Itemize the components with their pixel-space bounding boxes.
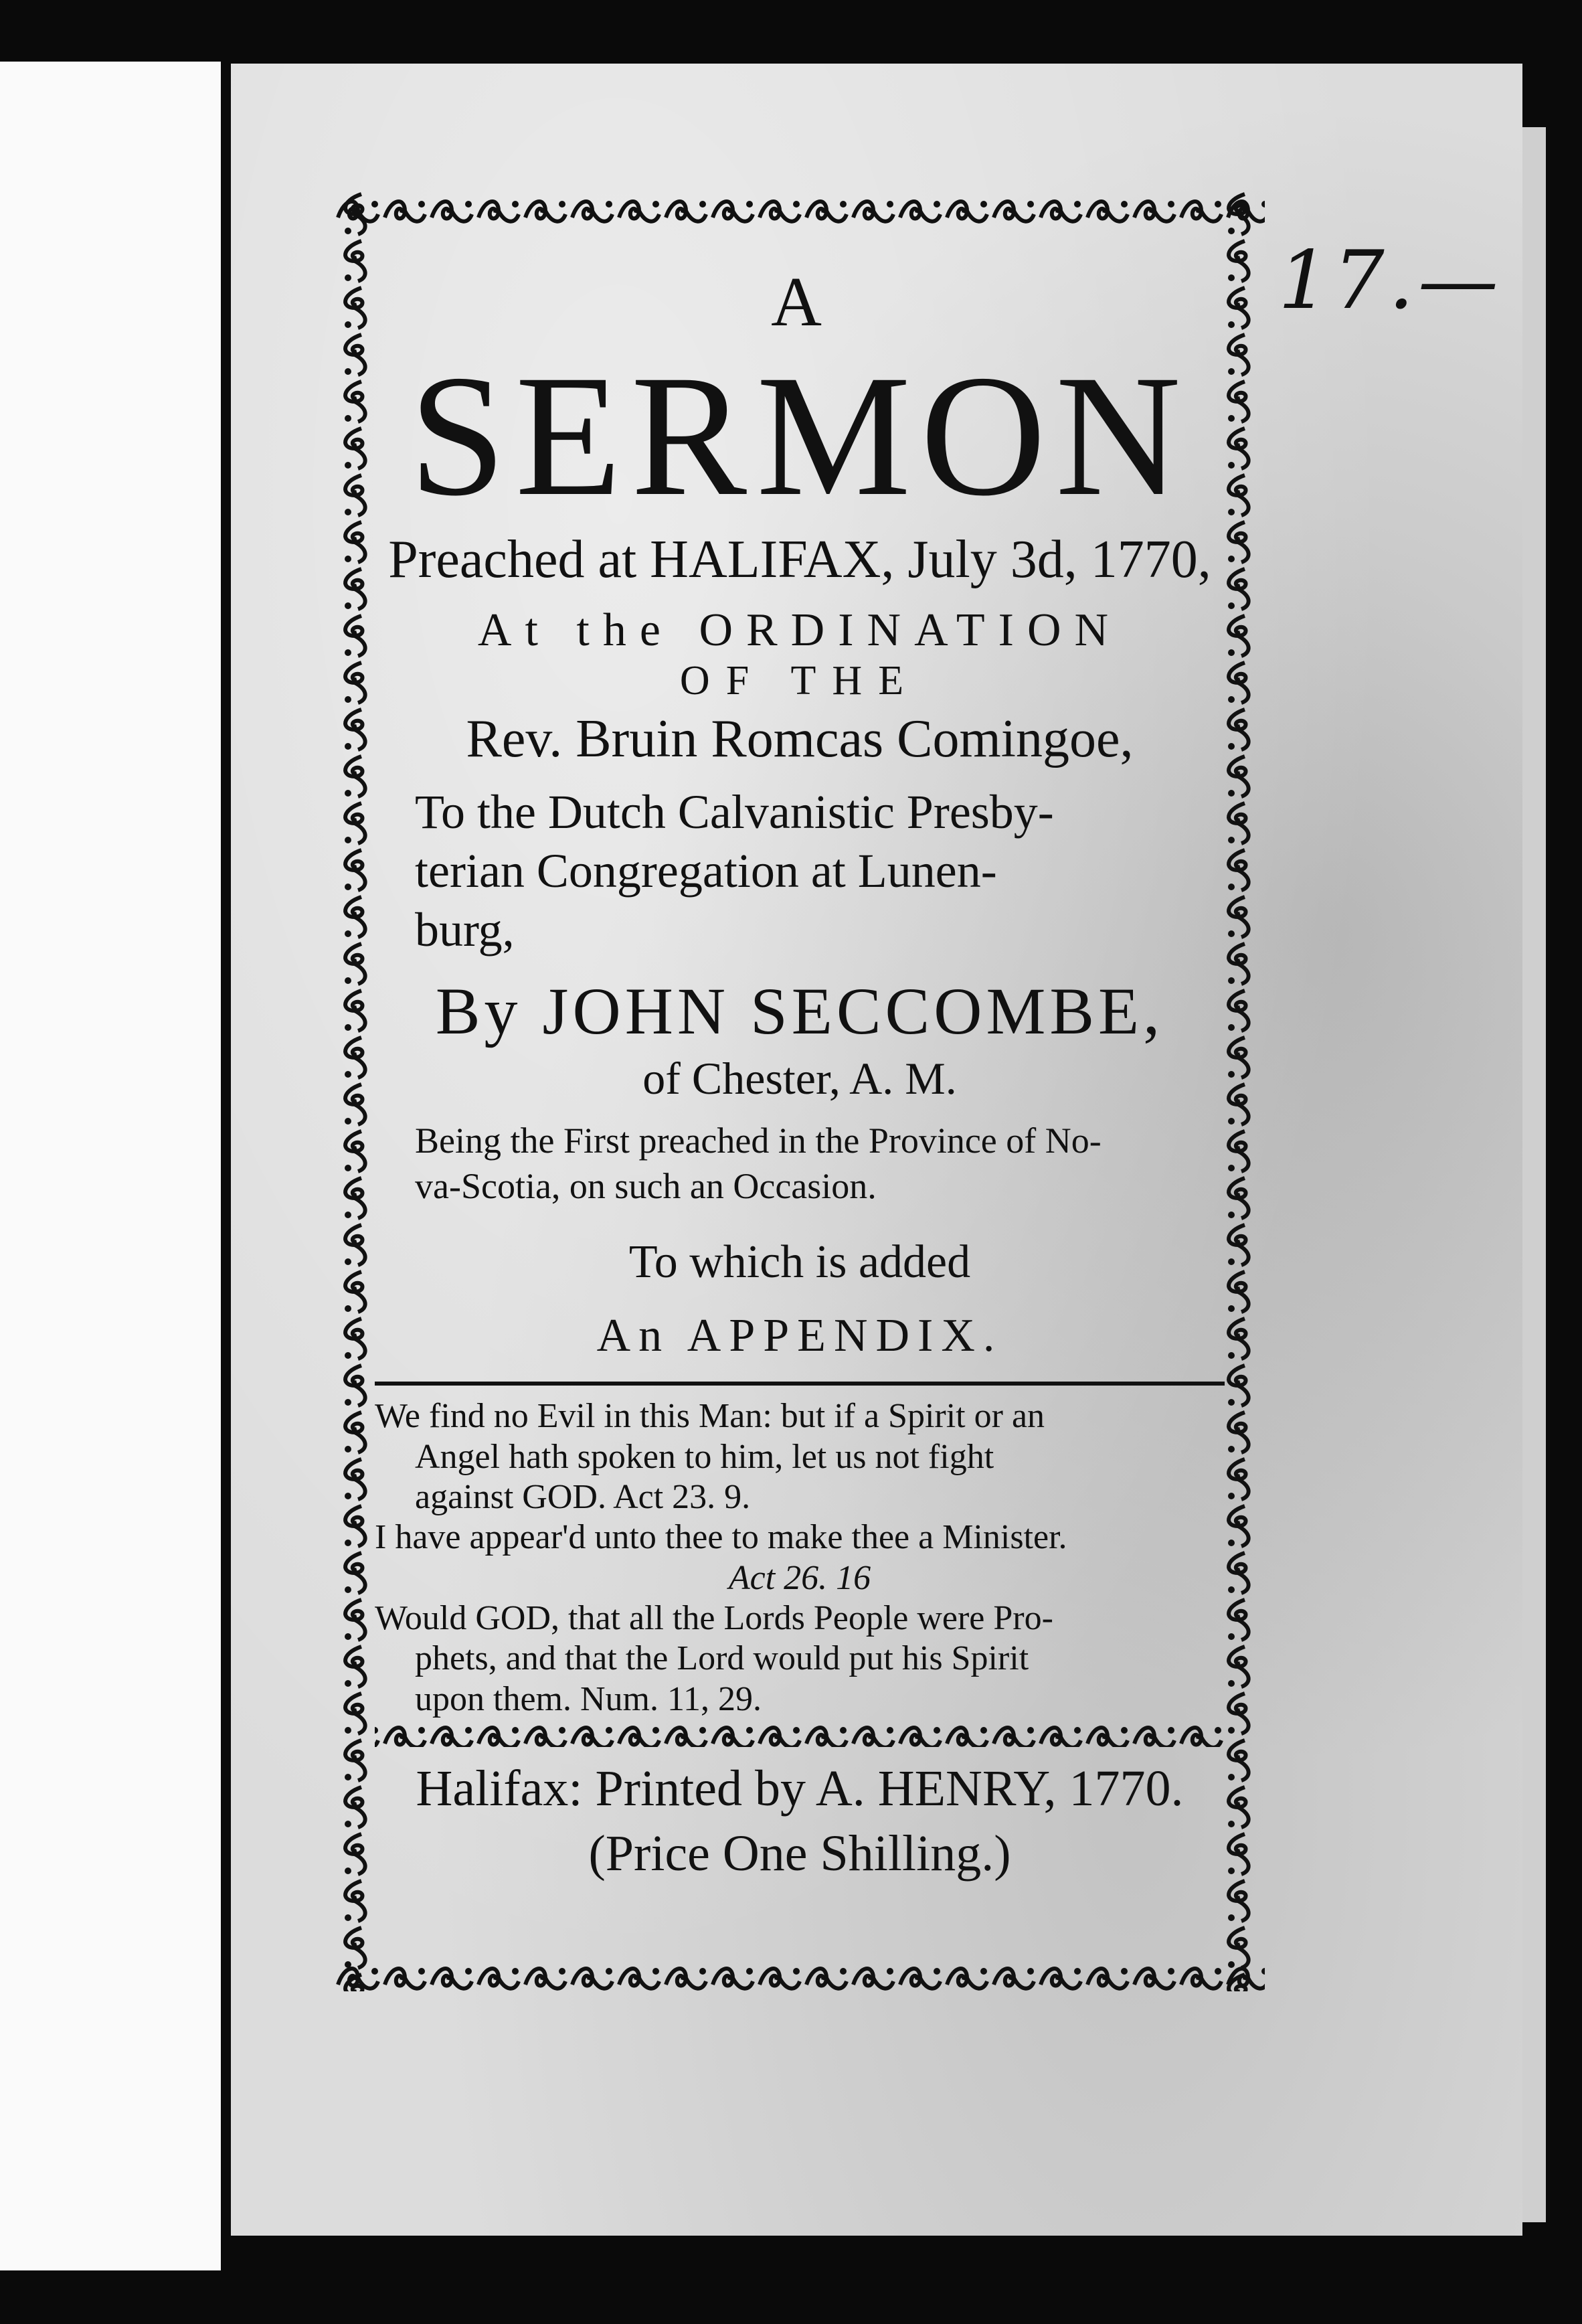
quote-line: Would GOD, that all the Lords People were Pro- xyxy=(375,1599,1053,1638)
first-preached-line: Being the First preached in the Province of No- xyxy=(415,1120,1102,1161)
title-article: A xyxy=(771,262,828,341)
congregation-line: terian Congregation at Lunen- xyxy=(415,843,997,898)
title-page-text xyxy=(375,241,1225,1894)
congregation-block xyxy=(375,783,1225,959)
first-preached-block xyxy=(375,1118,1225,1209)
preached-line: Preached at HALIFAX, July 3d, 1770, xyxy=(388,530,1211,589)
quote-line: We find no Evil in this Man: but if a Spirit or an xyxy=(375,1397,1045,1436)
blank-facing-page xyxy=(0,62,221,2270)
congregation-line: To the Dutch Calvanistic Presby- xyxy=(415,785,1054,839)
price-line: (Price One Shilling.) xyxy=(588,1825,1011,1882)
quote-line: phets, and that the Lord would put his Spirit xyxy=(415,1639,1029,1678)
congregation-line: burg, xyxy=(415,902,515,957)
quote-line: I have appear'd unto thee to make thee a Minister. xyxy=(375,1518,1067,1557)
first-preached-line: va-Scotia, on such an Occasion. xyxy=(415,1165,877,1206)
imprint-line: Halifax: Printed by A. HENRY, 1770. xyxy=(416,1760,1184,1817)
handwritten-note: 17.— xyxy=(1278,234,1502,327)
quote-reference: Act 26. 16 xyxy=(728,1558,871,1597)
author-place-line: of Chester, A. M. xyxy=(642,1053,957,1104)
ordination-line: At the ORDINATION xyxy=(477,604,1122,656)
scripture-quotes xyxy=(375,1396,1225,1720)
title-sermon: SERMON xyxy=(409,339,1191,532)
added-line: To which is added xyxy=(628,1236,971,1289)
reverend-line: Rev. Bruin Romcas Comingoe, xyxy=(466,710,1134,768)
of-the-line: OF THE xyxy=(679,658,920,703)
quote-line: Angel hath spoken to him, let us not fight xyxy=(415,1437,994,1476)
quote-line: against GOD. Act 23. 9. xyxy=(415,1478,751,1517)
divider-rule xyxy=(375,1382,1225,1386)
appendix-line: An APPENDIX. xyxy=(596,1310,1003,1362)
quote-line: upon them. Num. 11, 29. xyxy=(415,1679,762,1718)
author-line: By JOHN SECCOMBE, xyxy=(435,974,1164,1049)
